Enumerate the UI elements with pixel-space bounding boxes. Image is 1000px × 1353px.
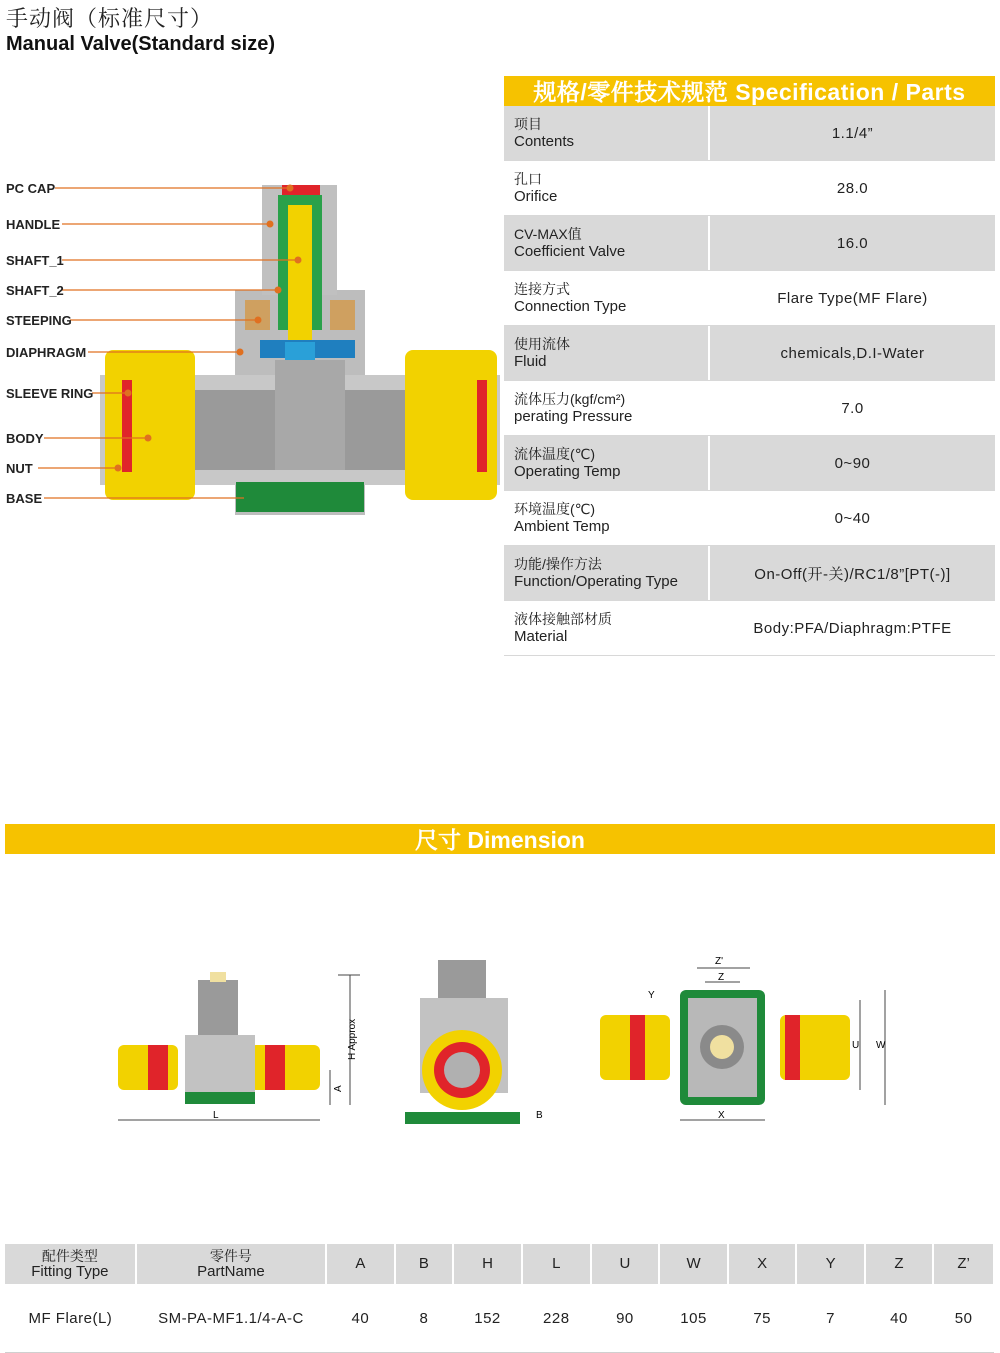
valve-cross-section-diagram bbox=[0, 160, 500, 530]
dim-cell: 90 bbox=[591, 1284, 660, 1353]
spec-table bbox=[504, 76, 995, 656]
spec-key bbox=[504, 546, 710, 600]
label-steeping: STEEPING bbox=[6, 313, 72, 328]
dim-header: U bbox=[591, 1244, 660, 1284]
dim-cell: 228 bbox=[522, 1284, 591, 1353]
spec-key-cn: 流体压力(kgf/cm²) bbox=[514, 391, 626, 407]
spec-row bbox=[504, 161, 995, 216]
page-title-en: Manual Valve(Standard size) bbox=[6, 33, 275, 55]
dim-header: L bbox=[522, 1244, 591, 1284]
spec-key-en: Coefficient Valve bbox=[514, 243, 626, 260]
label-handle: HANDLE bbox=[6, 217, 61, 232]
dim-header: 配件类型 Fitting Type bbox=[5, 1244, 136, 1284]
spec-key bbox=[504, 326, 710, 380]
label-shaft-2: SHAFT_2 bbox=[6, 283, 64, 298]
dim-label-x: X bbox=[718, 1110, 725, 1121]
dim-cell: 50 bbox=[933, 1284, 994, 1353]
dim-label-h: H Approx bbox=[347, 1018, 358, 1060]
spec-value: 16.0 bbox=[836, 234, 869, 252]
dim-cell: SM-PA-MF1.1/4-A-C bbox=[136, 1284, 326, 1353]
dim-header: Z’ bbox=[933, 1244, 994, 1284]
spec-key-cn: CV-MAX值 bbox=[514, 226, 582, 242]
spec-value: Body:PFA/Diaphragm:PTFE bbox=[753, 619, 952, 637]
dim-header: A bbox=[326, 1244, 395, 1284]
dim-header: X bbox=[728, 1244, 797, 1284]
spec-key-en: Operating Temp bbox=[514, 463, 621, 480]
dimension-views bbox=[100, 940, 920, 1140]
dim-header: H bbox=[453, 1244, 522, 1284]
spec-value: 28.0 bbox=[836, 179, 869, 197]
dim-label-y: Y bbox=[648, 990, 655, 1001]
dim-label-u: U bbox=[852, 1040, 860, 1051]
spec-key-en: perating Pressure bbox=[514, 408, 633, 425]
dim-cell: 105 bbox=[659, 1284, 728, 1353]
label-base: BASE bbox=[6, 491, 43, 506]
dim-cell: 40 bbox=[326, 1284, 395, 1353]
page-title-cn: 手动阀（标准尺寸） bbox=[6, 6, 214, 31]
dim-cell: 40 bbox=[865, 1284, 934, 1353]
spec-key bbox=[504, 216, 710, 270]
label-shaft-1: SHAFT_1 bbox=[6, 253, 64, 268]
spec-value: 1.1/4” bbox=[831, 124, 874, 142]
spec-key-en: Ambient Temp bbox=[514, 518, 610, 535]
spec-row bbox=[504, 106, 995, 161]
front-view bbox=[405, 960, 543, 1124]
spec-row bbox=[504, 436, 995, 491]
dimension-title: 尺寸 Dimension bbox=[5, 824, 995, 854]
label-body: BODY bbox=[6, 431, 44, 446]
spec-value: On-Off(开-关)/RC1/8”[PT(-)] bbox=[754, 565, 951, 583]
spec-row bbox=[504, 491, 995, 546]
spec-key-en: Connection Type bbox=[514, 298, 627, 315]
dim-cell: 7 bbox=[796, 1284, 864, 1353]
spec-key-en: Material bbox=[514, 628, 568, 645]
spec-row bbox=[504, 546, 995, 601]
spec-value: 0~90 bbox=[834, 454, 871, 472]
dim-cell: 75 bbox=[728, 1284, 797, 1353]
spec-value: chemicals,D.I-Water bbox=[780, 344, 925, 362]
dim-cell: MF Flare(L) bbox=[5, 1284, 136, 1353]
spec-key-cn: 流体温度(℃) bbox=[514, 446, 596, 462]
spec-row bbox=[504, 326, 995, 381]
spec-key-en: Orifice bbox=[514, 188, 558, 205]
spec-key-cn: 孔口 bbox=[514, 171, 542, 187]
dim-label-w: W bbox=[876, 1040, 886, 1051]
label-pc-cap: PC CAP bbox=[6, 181, 56, 196]
dim-cell: 152 bbox=[453, 1284, 522, 1353]
spec-key bbox=[504, 436, 710, 490]
spec-key bbox=[504, 601, 710, 655]
spec-key-en: Contents bbox=[514, 133, 575, 150]
dim-label-b: B bbox=[536, 1110, 543, 1121]
top-view bbox=[600, 956, 886, 1121]
dimension-table bbox=[5, 1244, 995, 1353]
dim-label-a: A bbox=[333, 1085, 344, 1092]
spec-key-en: Fluid bbox=[514, 353, 547, 370]
spec-key bbox=[504, 161, 710, 215]
spec-row bbox=[504, 271, 995, 326]
label-diaphragm: DIAPHRAGM bbox=[6, 345, 87, 360]
dim-header: B bbox=[395, 1244, 454, 1284]
spec-row bbox=[504, 601, 995, 656]
spec-key-cn: 环境温度(℃) bbox=[514, 501, 596, 517]
spec-key bbox=[504, 106, 710, 160]
spec-key bbox=[504, 271, 710, 325]
label-sleeve-ring: SLEEVE RING bbox=[6, 386, 94, 401]
dim-header: Y bbox=[796, 1244, 864, 1284]
spec-key bbox=[504, 381, 710, 435]
spec-table-title: 规格/零件技术规范 Specification / Parts bbox=[504, 76, 995, 106]
dim-header: Z bbox=[865, 1244, 934, 1284]
spec-value: 0~40 bbox=[834, 509, 871, 527]
spec-key bbox=[504, 491, 710, 545]
dim-label-z: Z bbox=[718, 972, 725, 983]
side-view bbox=[118, 972, 360, 1121]
dim-header: 零件号 PartName bbox=[136, 1244, 326, 1284]
spec-key-cn: 功能/操作方法 bbox=[514, 556, 602, 572]
spec-row bbox=[504, 381, 995, 436]
spec-key-cn: 项目 bbox=[514, 116, 542, 132]
dim-label-z1: Z' bbox=[715, 956, 724, 967]
spec-key-cn: 连接方式 bbox=[514, 281, 570, 297]
spec-key-en: Function/Operating Type bbox=[514, 573, 678, 590]
spec-value: Flare Type(MF Flare) bbox=[777, 289, 928, 307]
dim-cell: 8 bbox=[395, 1284, 454, 1353]
label-nut: NUT bbox=[6, 461, 33, 476]
dim-label-l: L bbox=[213, 1110, 219, 1121]
spec-value: 7.0 bbox=[841, 399, 864, 417]
dim-header: W bbox=[659, 1244, 728, 1284]
spec-key-cn: 液体接触部材质 bbox=[514, 611, 612, 627]
spec-key-cn: 使用流体 bbox=[514, 336, 570, 352]
spec-row bbox=[504, 216, 995, 271]
